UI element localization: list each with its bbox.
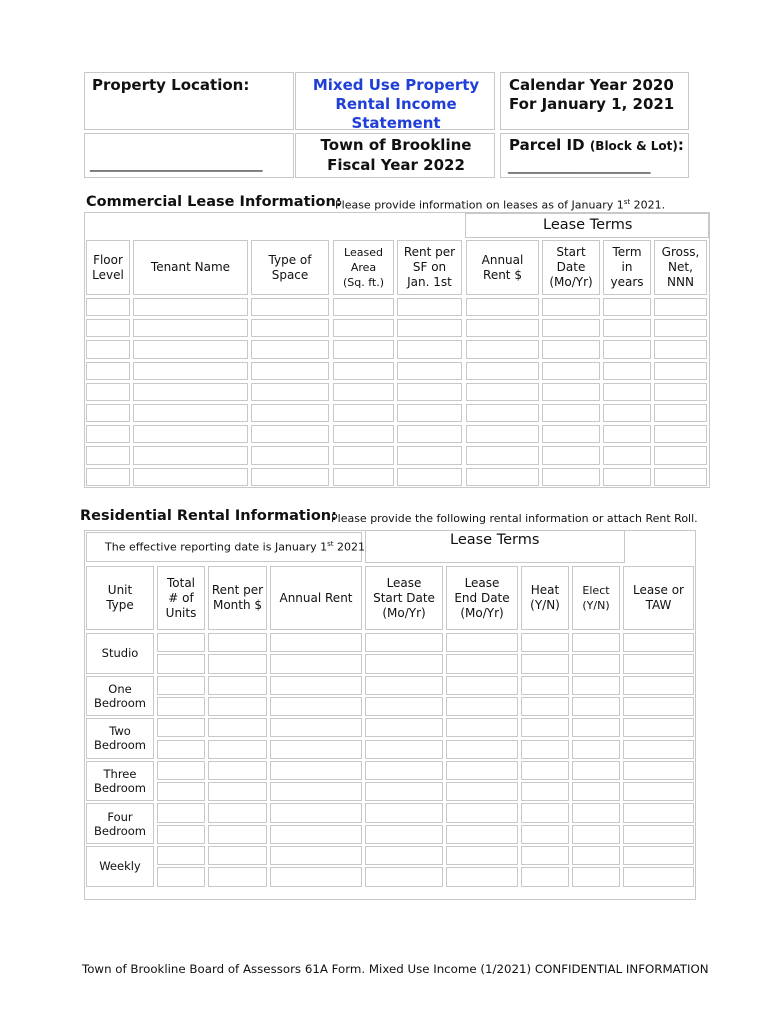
commercial-tenant-input[interactable] xyxy=(133,298,248,316)
form-title-line3: Statement xyxy=(351,114,441,132)
residential-elect-input[interactable] xyxy=(572,846,620,865)
commercial-gross-input[interactable] xyxy=(654,362,707,380)
res-col-elect: Elect (Y/N) xyxy=(572,566,620,630)
commercial-leased-input[interactable] xyxy=(333,298,394,316)
residential-elect-input[interactable] xyxy=(572,867,620,886)
commercial-term-input[interactable] xyxy=(603,362,651,380)
unit-type-text: Bedroom xyxy=(93,695,146,710)
commercial-rent-input[interactable] xyxy=(397,298,462,316)
commercial-gross-input[interactable] xyxy=(654,425,707,443)
commercial-note-end: 2021. xyxy=(630,198,666,212)
commercial-gross-input[interactable] xyxy=(654,383,707,401)
residential-lease-or-input[interactable] xyxy=(623,867,694,886)
unit-type-text: Bedroom xyxy=(93,781,146,796)
commercial-floor-input[interactable] xyxy=(86,468,130,486)
residential-heat-input[interactable] xyxy=(521,697,569,716)
residential-total-input[interactable] xyxy=(157,803,205,822)
residential-total-input[interactable] xyxy=(157,718,205,737)
residential-annual-input[interactable] xyxy=(270,761,362,780)
commercial-gross-input[interactable] xyxy=(654,340,707,358)
residential-heat-input[interactable] xyxy=(521,825,569,844)
residential-total-input[interactable] xyxy=(157,654,205,673)
commercial-start-input[interactable] xyxy=(542,425,600,443)
residential-heat-input[interactable] xyxy=(521,633,569,652)
residential-rent-input[interactable] xyxy=(208,718,267,737)
residential-end-input[interactable] xyxy=(446,825,518,844)
res-col-rent-month: Rent per Month $ xyxy=(208,566,267,630)
commercial-leased-input[interactable] xyxy=(333,425,394,443)
unit-type-text: Bedroom xyxy=(93,738,146,753)
commercial-type-input[interactable] xyxy=(251,404,329,422)
residential-elect-input[interactable] xyxy=(572,825,620,844)
commercial-annual-input[interactable] xyxy=(466,446,539,464)
commercial-term-input[interactable] xyxy=(603,340,651,358)
residential-heat-input[interactable] xyxy=(521,676,569,695)
residential-heat-input[interactable] xyxy=(521,846,569,865)
commercial-tenant-input[interactable] xyxy=(133,446,248,464)
residential-lease-or-input[interactable] xyxy=(623,782,694,801)
residential-start-input[interactable] xyxy=(365,825,443,844)
commercial-floor-input[interactable] xyxy=(86,425,130,443)
residential-title: Residential Rental Information: xyxy=(80,508,337,524)
commercial-floor-input[interactable] xyxy=(86,298,130,316)
commercial-floor-input[interactable] xyxy=(86,340,130,358)
residential-elect-input[interactable] xyxy=(572,654,620,673)
residential-annual-input[interactable] xyxy=(270,740,362,759)
residential-start-input[interactable] xyxy=(365,697,443,716)
commercial-start-input[interactable] xyxy=(542,383,600,401)
parcel-label: Parcel ID xyxy=(509,136,585,154)
residential-elect-input[interactable] xyxy=(572,803,620,822)
parcel-sub: (Block & Lot) xyxy=(589,139,678,153)
effective-date-sup: st xyxy=(327,540,334,548)
commercial-type-input[interactable] xyxy=(251,319,329,337)
commercial-annual-input[interactable] xyxy=(466,425,539,443)
commercial-floor-input[interactable] xyxy=(86,319,130,337)
unit-type-text: Studio xyxy=(101,646,139,661)
residential-end-input[interactable] xyxy=(446,697,518,716)
unit-type-text: Four xyxy=(107,809,133,824)
commercial-note-sup: st xyxy=(623,198,631,206)
commercial-floor-input[interactable] xyxy=(86,404,130,422)
commercial-title: Commercial Lease Information: xyxy=(86,194,342,210)
residential-rent-input[interactable] xyxy=(208,803,267,822)
residential-annual-input[interactable] xyxy=(270,654,362,673)
residential-heat-input[interactable] xyxy=(521,782,569,801)
commercial-floor-input[interactable] xyxy=(86,362,130,380)
calendar-year-line: Calendar Year 2020 xyxy=(509,76,674,94)
residential-rent-input[interactable] xyxy=(208,846,267,865)
residential-start-input[interactable] xyxy=(365,676,443,695)
residential-rent-input[interactable] xyxy=(208,825,267,844)
commercial-type-input[interactable] xyxy=(251,340,329,358)
commercial-leased-input[interactable] xyxy=(333,340,394,358)
commercial-gross-input[interactable] xyxy=(654,468,707,486)
res-col-lease-or-taw: Lease or TAW xyxy=(623,566,694,630)
residential-heat-input[interactable] xyxy=(521,867,569,886)
residential-heat-input[interactable] xyxy=(521,718,569,737)
commercial-type-input[interactable] xyxy=(251,383,329,401)
unit-type-text: One xyxy=(108,681,132,696)
residential-annual-input[interactable] xyxy=(270,846,362,865)
parcel-id xyxy=(509,136,684,156)
residential-total-input[interactable] xyxy=(157,761,205,780)
col-annual-rent: Annual Rent $ xyxy=(466,240,539,295)
commercial-term-input[interactable] xyxy=(603,446,651,464)
commercial-start-input[interactable] xyxy=(542,340,600,358)
unit-type-text: Two xyxy=(109,724,131,739)
commercial-annual-input[interactable] xyxy=(466,340,539,358)
commercial-lease-terms-label: Lease Terms xyxy=(543,217,633,233)
commercial-tenant-input[interactable] xyxy=(133,468,248,486)
parcel-colon: : xyxy=(677,136,684,154)
residential-note: Please provide the following rental information or attach Rent Roll. xyxy=(331,512,698,525)
residential-annual-input[interactable] xyxy=(270,676,362,695)
commercial-term-input[interactable] xyxy=(603,383,651,401)
res-col-lease-start: Lease Start Date (Mo/Yr) xyxy=(365,566,443,630)
commercial-note-text: Please provide information on leases as of January 1 xyxy=(335,198,624,212)
commercial-start-input[interactable] xyxy=(542,298,600,316)
commercial-gross-input[interactable] xyxy=(654,404,707,422)
town-line1: Town of Brookline xyxy=(320,136,472,154)
residential-total-input[interactable] xyxy=(157,740,205,759)
commercial-tenant-input[interactable] xyxy=(133,340,248,358)
residential-elect-input[interactable] xyxy=(572,761,620,780)
residential-start-input[interactable] xyxy=(365,633,443,652)
residential-annual-input[interactable] xyxy=(270,718,362,737)
residential-total-input[interactable] xyxy=(157,633,205,652)
residential-annual-input[interactable] xyxy=(270,782,362,801)
residential-rent-input[interactable] xyxy=(208,761,267,780)
commercial-leased-input[interactable] xyxy=(333,446,394,464)
commercial-type-input[interactable] xyxy=(251,362,329,380)
commercial-annual-input[interactable] xyxy=(466,319,539,337)
commercial-rent-input[interactable] xyxy=(397,340,462,358)
commercial-start-input[interactable] xyxy=(542,446,600,464)
residential-total-input[interactable] xyxy=(157,782,205,801)
commercial-term-input[interactable] xyxy=(603,319,651,337)
residential-elect-input[interactable] xyxy=(572,782,620,801)
commercial-annual-input[interactable] xyxy=(466,404,539,422)
commercial-rent-input[interactable] xyxy=(397,425,462,443)
residential-rent-input[interactable] xyxy=(208,740,267,759)
residential-end-input[interactable] xyxy=(446,676,518,695)
residential-lease-or-input[interactable] xyxy=(623,846,694,865)
commercial-note xyxy=(335,198,665,212)
commercial-type-input[interactable] xyxy=(251,425,329,443)
residential-end-input[interactable] xyxy=(446,633,518,652)
commercial-tenant-input[interactable] xyxy=(133,319,248,337)
residential-heat-input[interactable] xyxy=(521,803,569,822)
commercial-leased-input[interactable] xyxy=(333,468,394,486)
commercial-annual-input[interactable] xyxy=(466,362,539,380)
property-location-blank[interactable]: _______________________ xyxy=(90,154,263,172)
col-tenant-name: Tenant Name xyxy=(133,240,248,295)
residential-end-input[interactable] xyxy=(446,782,518,801)
unit-type-text: Weekly xyxy=(99,859,141,874)
commercial-annual-input[interactable] xyxy=(466,298,539,316)
commercial-type-input[interactable] xyxy=(251,298,329,316)
commercial-term-input[interactable] xyxy=(603,298,651,316)
residential-lease-or-input[interactable] xyxy=(623,761,694,780)
residential-total-input[interactable] xyxy=(157,846,205,865)
commercial-tenant-input[interactable] xyxy=(133,383,248,401)
residential-elect-input[interactable] xyxy=(572,633,620,652)
residential-rent-input[interactable] xyxy=(208,782,267,801)
residential-start-input[interactable] xyxy=(365,654,443,673)
residential-start-input[interactable] xyxy=(365,782,443,801)
commercial-gross-input[interactable] xyxy=(654,298,707,316)
commercial-leased-input[interactable] xyxy=(333,383,394,401)
commercial-gross-input[interactable] xyxy=(654,446,707,464)
residential-elect-input[interactable] xyxy=(572,718,620,737)
commercial-term-input[interactable] xyxy=(603,468,651,486)
residential-end-input[interactable] xyxy=(446,803,518,822)
residential-elect-input[interactable] xyxy=(572,676,620,695)
residential-start-input[interactable] xyxy=(365,761,443,780)
town-title xyxy=(298,136,494,175)
col-rent-sf: Rent per SF on Jan. 1st xyxy=(397,240,462,295)
residential-lease-or-input[interactable] xyxy=(623,633,694,652)
residential-lease-or-input[interactable] xyxy=(623,740,694,759)
residential-annual-input[interactable] xyxy=(270,803,362,822)
commercial-rent-input[interactable] xyxy=(397,468,462,486)
commercial-tenant-input[interactable] xyxy=(133,425,248,443)
residential-annual-input[interactable] xyxy=(270,697,362,716)
residential-total-input[interactable] xyxy=(157,825,205,844)
commercial-gross-input[interactable] xyxy=(654,319,707,337)
residential-rent-input[interactable] xyxy=(208,654,267,673)
commercial-floor-input[interactable] xyxy=(86,383,130,401)
residential-start-input[interactable] xyxy=(365,846,443,865)
commercial-rent-input[interactable] xyxy=(397,362,462,380)
col-term-years: Term in years xyxy=(603,240,651,295)
residential-heat-input[interactable] xyxy=(521,654,569,673)
residential-total-input[interactable] xyxy=(157,867,205,886)
form-title-line2: Rental Income xyxy=(335,95,457,113)
residential-start-input[interactable] xyxy=(365,718,443,737)
res-col-heat: Heat (Y/N) xyxy=(521,566,569,630)
commercial-type-input[interactable] xyxy=(251,468,329,486)
residential-rent-input[interactable] xyxy=(208,697,267,716)
residential-total-input[interactable] xyxy=(157,676,205,695)
residential-start-input[interactable] xyxy=(365,803,443,822)
residential-lease-terms-label: Lease Terms xyxy=(450,532,540,548)
parcel-blank[interactable]: ___________________ xyxy=(508,156,651,174)
form-title-line1: Mixed Use Property xyxy=(312,76,480,94)
commercial-rent-input[interactable] xyxy=(397,319,462,337)
commercial-tenant-input[interactable] xyxy=(133,404,248,422)
commercial-start-input[interactable] xyxy=(542,362,600,380)
residential-annual-input[interactable] xyxy=(270,633,362,652)
commercial-annual-input[interactable] xyxy=(466,383,539,401)
commercial-floor-input[interactable] xyxy=(86,446,130,464)
effective-date xyxy=(105,540,365,554)
residential-lease-or-input[interactable] xyxy=(623,718,694,737)
commercial-leased-input[interactable] xyxy=(333,404,394,422)
unit-type-label xyxy=(86,676,154,717)
col-gross-net: Gross, Net, NNN xyxy=(654,240,707,295)
residential-total-input[interactable] xyxy=(157,697,205,716)
residential-lease-or-input[interactable] xyxy=(623,654,694,673)
commercial-term-input[interactable] xyxy=(603,425,651,443)
residential-end-input[interactable] xyxy=(446,740,518,759)
footer-text: Town of Brookline Board of Assessors 61A Form. Mixed Use Income (1/2021) CONFIDENTIAL INFORMATION xyxy=(82,962,709,976)
unit-type-text: Three xyxy=(103,767,137,782)
unit-type-label xyxy=(86,803,154,844)
commercial-rent-input[interactable] xyxy=(397,404,462,422)
effective-date-end: 2021 xyxy=(333,540,366,554)
residential-elect-input[interactable] xyxy=(572,697,620,716)
residential-end-input[interactable] xyxy=(446,846,518,865)
residential-annual-input[interactable] xyxy=(270,825,362,844)
unit-type-text: Bedroom xyxy=(93,823,146,838)
form-title xyxy=(298,76,494,133)
residential-start-input[interactable] xyxy=(365,740,443,759)
residential-rent-input[interactable] xyxy=(208,633,267,652)
col-start-date: Start Date (Mo/Yr) xyxy=(542,240,600,295)
unit-type-label xyxy=(86,633,154,674)
residential-start-input[interactable] xyxy=(365,867,443,886)
town-line2: Fiscal Year 2022 xyxy=(327,156,465,174)
unit-type-label xyxy=(86,761,154,802)
commercial-start-input[interactable] xyxy=(542,319,600,337)
property-location-label: Property Location: xyxy=(92,76,250,94)
residential-end-input[interactable] xyxy=(446,867,518,886)
unit-type-label xyxy=(86,718,154,759)
residential-elect-input[interactable] xyxy=(572,740,620,759)
residential-lease-or-input[interactable] xyxy=(623,697,694,716)
residential-rent-input[interactable] xyxy=(208,867,267,886)
residential-end-input[interactable] xyxy=(446,718,518,737)
calendar-year xyxy=(509,76,674,114)
commercial-start-input[interactable] xyxy=(542,404,600,422)
residential-lease-or-input[interactable] xyxy=(623,803,694,822)
col-floor-level: Floor Level xyxy=(86,240,130,295)
commercial-start-input[interactable] xyxy=(542,468,600,486)
commercial-type-input[interactable] xyxy=(251,446,329,464)
commercial-annual-input[interactable] xyxy=(466,468,539,486)
col-type-space: Type of Space xyxy=(251,240,329,295)
residential-heat-input[interactable] xyxy=(521,761,569,780)
res-col-lease-end: Lease End Date (Mo/Yr) xyxy=(446,566,518,630)
commercial-rent-input[interactable] xyxy=(397,446,462,464)
res-col-total-units: Total # of Units xyxy=(157,566,205,630)
residential-heat-input[interactable] xyxy=(521,740,569,759)
residential-annual-input[interactable] xyxy=(270,867,362,886)
residential-lease-or-input[interactable] xyxy=(623,825,694,844)
commercial-term-input[interactable] xyxy=(603,404,651,422)
residential-rent-input[interactable] xyxy=(208,676,267,695)
effective-date-text: The effective reporting date is January 1 xyxy=(105,540,328,554)
commercial-leased-input[interactable] xyxy=(333,319,394,337)
col-leased-area: Leased Area (Sq. ft.) xyxy=(333,240,394,295)
residential-end-input[interactable] xyxy=(446,654,518,673)
res-col-annual-rent: Annual Rent xyxy=(270,566,362,630)
commercial-leased-input[interactable] xyxy=(333,362,394,380)
residential-end-input[interactable] xyxy=(446,761,518,780)
commercial-tenant-input[interactable] xyxy=(133,362,248,380)
commercial-rent-input[interactable] xyxy=(397,383,462,401)
for-date-line: For January 1, 2021 xyxy=(509,95,675,113)
residential-lease-or-input[interactable] xyxy=(623,676,694,695)
res-col-unit-type: Unit Type xyxy=(86,566,154,630)
unit-type-label xyxy=(86,846,154,887)
